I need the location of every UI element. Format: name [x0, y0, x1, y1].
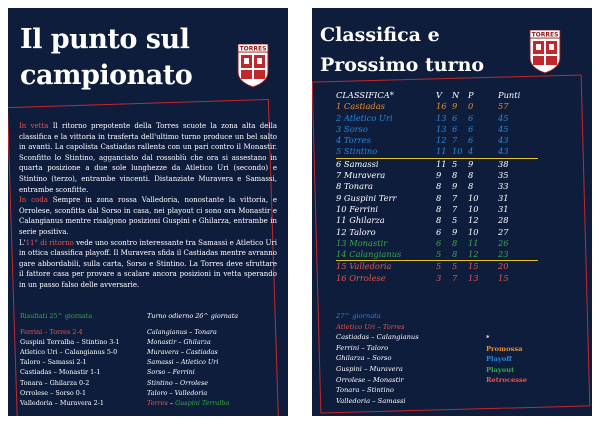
standings-points: 23: [484, 249, 538, 261]
standings-row: [336, 135, 538, 146]
standings-row: [336, 249, 538, 261]
standings-wins: 8: [436, 203, 442, 214]
standings-points: 43: [498, 135, 509, 146]
right-title-line2: Prossimo turno: [320, 54, 485, 76]
standings-row: [336, 193, 538, 204]
standings-points: 31: [498, 192, 509, 203]
standings-team: 16 Orrolese: [336, 272, 386, 283]
next-round-match: Tonara – Stintino: [336, 386, 394, 395]
standings-wins: 5: [436, 249, 452, 261]
next-round-heading: 27^ giornata: [336, 312, 381, 320]
standings-draws: 5: [452, 158, 458, 169]
standings-losses: 12: [468, 249, 484, 261]
standings-row: [336, 113, 538, 124]
legend-relegated: Retrocesse: [486, 376, 527, 385]
standings-wins: 3: [436, 272, 442, 283]
standings-row: [336, 204, 538, 215]
standings-team: 7 Muravera: [336, 170, 386, 181]
standings-losses: 4: [468, 146, 484, 158]
header-v: V: [436, 90, 442, 100]
standings-team: 15 Valledoria: [336, 261, 392, 272]
result-item: Taloro – Samassi 2-1: [20, 358, 87, 367]
standings-losses: 15: [468, 261, 479, 272]
standings-row: [336, 124, 538, 135]
fixture-item: Samassi – Atletico Uri: [147, 358, 219, 367]
standings-team: 9 Guspini Terr: [336, 192, 397, 203]
next-round-match: Ferrini – Taloro: [336, 343, 389, 352]
article-body: [19, 121, 277, 291]
header-n: N: [452, 90, 460, 100]
standings-losses: 6: [468, 135, 474, 146]
legend-playout: Playout: [486, 365, 515, 374]
standings-losses: 10: [468, 203, 479, 214]
standings-wins: 8: [436, 215, 442, 226]
fixture-item-torres: [147, 398, 287, 408]
next-round-match: Ghilarza – Sorso: [336, 354, 392, 363]
result-item: Orrolese – Sorso 0-1: [20, 388, 87, 397]
standings-draws: 8: [452, 237, 458, 248]
standings-losses: 13: [468, 272, 479, 283]
standings-draws: 7: [452, 192, 458, 203]
standings-row: [336, 238, 538, 249]
text-coda: Sempre in zona rossa Valledoria, nonostante la vittoria, e Orrolese, sconfitta dal Sorso in casa, nei playout ci sono ora Monastir e Calangianus mentre risalgono posizioni Guspini e Ghilarza, entrambe in serie positiva.: [19, 196, 277, 236]
standings-points: 28: [498, 215, 509, 226]
standings-row: [336, 170, 538, 181]
results-list: [20, 311, 140, 408]
standings-team: 10 Ferrini: [336, 203, 378, 214]
standings-losses: 8: [468, 170, 474, 181]
right-title-line1: Classifica e: [320, 24, 440, 46]
standings-row: [336, 101, 538, 112]
standings-draws: 6: [452, 112, 458, 123]
result-item: Ferrini – Torres 2-4: [20, 328, 83, 337]
left-page: [8, 8, 288, 416]
standings-draws: 8: [452, 170, 458, 181]
standings-wins: 11: [436, 158, 447, 169]
fixture-item: Sorso – Ferrini: [147, 368, 195, 377]
fixture-sep: –: [167, 398, 176, 407]
standings-team: 2 Atletico Uri: [336, 112, 393, 123]
standings-team: 1 Castiadas: [336, 101, 385, 112]
result-item: Tonara – Ghilarza 0-2: [20, 378, 90, 387]
standings-team: 8 Tonara: [336, 181, 374, 192]
standings-wins: 12: [436, 135, 447, 146]
standings-row: [336, 215, 538, 226]
standings-header-row: [336, 90, 538, 101]
standings-row: [336, 158, 538, 170]
standings-losses: 10: [468, 192, 479, 203]
standings-wins: 11: [436, 146, 452, 158]
standings-row: [336, 181, 538, 192]
standings-wins: 16: [436, 101, 447, 112]
text-ritorno: vede uno scontro interessante tra Samassi e Atletico Uri in ottica classifica playoff. Il Muravera sfida il Castiadas mentre avranno gare abbordabili, sulla carta, Sorso e Stintino. La Torres deve sfruttare il fattore casa per provare a scalare ancora posizioni in vetta sperando in un passo falso delle avversarie.: [19, 238, 277, 289]
standings-draws: 10: [452, 146, 468, 158]
standings-draws: 6: [452, 123, 458, 134]
standings-row: [336, 273, 538, 284]
standings-team: 6 Samassi: [336, 158, 379, 169]
header-pts: Punti: [498, 90, 521, 100]
standings-wins: 9: [436, 170, 442, 181]
standings-losses: 12: [468, 215, 479, 226]
lead-coda: In coda: [19, 196, 48, 205]
torres-crest-logo: [236, 44, 270, 88]
standings-points: 20: [498, 261, 509, 272]
standings-points: 38: [498, 158, 509, 169]
left-title-line1: Il punto sul: [20, 24, 190, 55]
standings-points: 27: [498, 226, 509, 237]
legend-asterisk: *: [486, 334, 490, 342]
standings-team: 14 Calangianus: [336, 249, 436, 261]
result-item: Valledoria – Muravera 2-1: [20, 398, 104, 407]
standings-losses: 6: [468, 112, 474, 123]
left-page-title: [20, 22, 230, 94]
next-round-match: Valledoria – Samassi: [336, 396, 406, 405]
standings-points: 45: [498, 123, 509, 134]
standings-draws: 7: [452, 272, 458, 283]
paragraph-coda: [19, 195, 277, 237]
standings-legend: [486, 333, 566, 386]
lead-ritorno: 11° di ritorno: [25, 238, 74, 247]
standings-team: 3 Sorso: [336, 123, 368, 134]
fixture-away: Guspini Terralba: [175, 398, 230, 407]
standings-points: 26: [498, 237, 509, 248]
standings-team: 13 Monastir: [336, 237, 388, 248]
next-round-match: Guspini – Muravera: [336, 364, 403, 373]
standings-draws: 8: [452, 249, 468, 261]
header-p: P: [468, 90, 474, 100]
standings-points: 57: [498, 101, 509, 112]
result-item: Castiadas – Monastir 1-1: [20, 368, 101, 377]
standings-wins: 5: [436, 261, 442, 272]
fixtures-heading: Turno odierno 26^ giornata: [147, 312, 239, 320]
standings-team: 11 Ghilarza: [336, 215, 385, 226]
torres-crest-logo: [528, 30, 562, 74]
paragraph-ritorno: [19, 238, 277, 291]
standings-losses: 11: [468, 237, 479, 248]
paragraph-vetta: [19, 121, 277, 195]
standings-points: 15: [498, 272, 509, 283]
standings-wins: 6: [436, 226, 442, 237]
standings-row: [336, 146, 538, 158]
standings-team: 12 Taloro: [336, 226, 376, 237]
text-vetta: Il ritorno prepotente della Torres scuote la zona alta della classifica e la vittoria in trasferta dell'ultimo turno produce un bel salto in avanti. La capolista Castiadas rallenta con un pari contro il Monastir. Sconfitto lo Stintino, agganciato dal rossoblù che ora si assestano in quarta posizione a due sole lunghezze da Atletico Uri (secondo) e Stintino (terzo), entrambe vincenti. Distanziate Muravera e Samassi, entrambe sconfitte.: [19, 122, 278, 194]
left-title-line2: campionato: [20, 60, 193, 91]
fixture-item: Taloro – Valledoria: [147, 388, 208, 397]
standings-row: [336, 261, 538, 273]
next-round-match: Castiadas – Calangianus: [336, 333, 419, 342]
standings-points: 35: [498, 170, 509, 181]
fixture-item: Monastir – Ghilarza: [147, 338, 211, 347]
next-round-match: Orrolese – Monastir: [336, 375, 404, 384]
standings-wins: 13: [436, 112, 447, 123]
standings-draws: 7: [452, 203, 458, 214]
standings-team: 4 Torres: [336, 135, 371, 146]
fixture-item: Calangianus – Tonara: [147, 328, 217, 337]
standings-losses: 10: [468, 226, 479, 237]
fixture-item: Muravera – Castiadas: [147, 348, 218, 357]
right-page-title: [320, 20, 535, 80]
standings-wins: 6: [436, 237, 442, 248]
standings-wins: 13: [436, 123, 447, 134]
next-round-match: Atletico Uri – Torres: [336, 322, 405, 331]
results-heading: Risultati 25^ giornata: [20, 312, 93, 320]
result-item: Atletico Uri – Calangianus 5-0: [20, 348, 118, 357]
lead-ritorno-a: L': [19, 238, 26, 247]
standings-draws: 5: [452, 261, 458, 272]
standings-wins: 8: [436, 181, 442, 192]
standings-draws: 9: [452, 181, 458, 192]
next-round-list: [336, 311, 486, 406]
standings-row: [336, 227, 538, 238]
standings-points: 33: [498, 181, 509, 192]
standings-table: [336, 90, 538, 284]
standings-draws: 5: [452, 215, 458, 226]
standings-losses: 0: [468, 101, 474, 112]
standings-points: 45: [498, 112, 509, 123]
fixture-home: Torres: [147, 398, 168, 407]
crest-label: TORRES: [239, 45, 267, 53]
legend-promo: Promossa: [486, 344, 523, 353]
result-item: Guspini Terralba – Stintino 3-1: [20, 338, 120, 347]
standings-losses: 6: [468, 123, 474, 134]
standings-team: 5 Stintino: [336, 146, 436, 158]
legend-playoff: Playoff: [486, 355, 512, 364]
crest-label: TORRES: [531, 31, 559, 39]
standings-points: 43: [484, 146, 538, 158]
standings-wins: 8: [436, 192, 442, 203]
standings-points: 31: [498, 203, 509, 214]
fixtures-list: [147, 311, 287, 408]
fixture-item: Stintino – Orrolese: [147, 378, 209, 387]
right-page: [312, 8, 592, 416]
header-team: CLASSIFICA*: [336, 90, 394, 100]
standings-draws: 9: [452, 226, 458, 237]
lead-vetta: In vetta: [19, 122, 49, 130]
standings-losses: 8: [468, 181, 474, 192]
standings-draws: 7: [452, 135, 458, 146]
standings-draws: 9: [452, 101, 458, 112]
standings-losses: 9: [468, 158, 474, 169]
